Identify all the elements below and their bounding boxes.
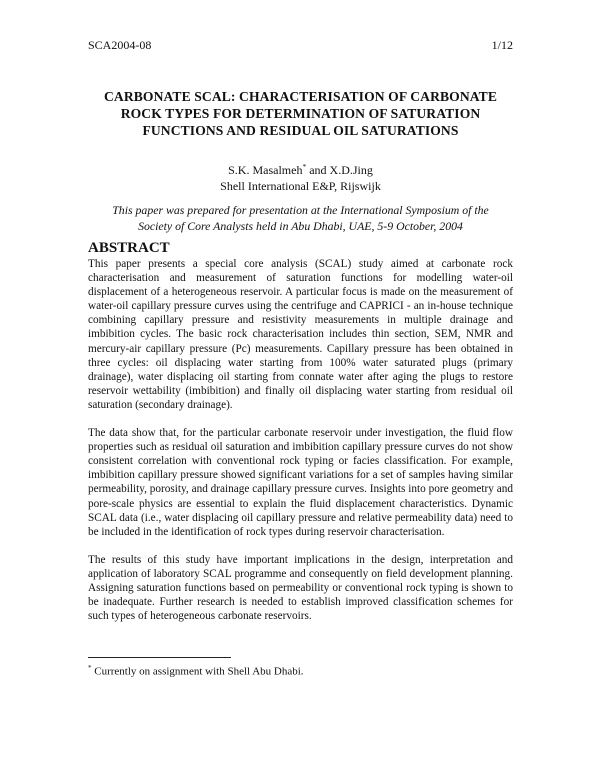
author-block <box>88 159 513 194</box>
title-line-3: FUNCTIONS AND RESIDUAL OIL SATURATIONS <box>142 123 459 138</box>
footnote-mark: * <box>88 664 92 672</box>
author-names <box>88 159 513 179</box>
page-number: 1/12 <box>491 38 513 52</box>
title-line-1: CARBONATE SCAL: CHARACTERISATION OF CARBONATE <box>104 89 497 104</box>
author-first: S.K. Masalmeh <box>228 163 303 177</box>
presentation-note-line-2: Society of Core Analysts held in Abu Dhabi, UAE, 5-9 October, 2004 <box>138 218 463 233</box>
affiliation: Shell International E&P, Rijswijk <box>220 178 381 193</box>
abstract-paragraph-3: The results of this study have important implications in the design, interpretation and application of laboratory SCAL programme and consequently on field development planning. Assigning saturation functions based on permeability or conventional rock typing is shown to be inadequate. Further research is needed to establish improved classification schemes for such types of heterogeneous carbonate reservoirs. <box>88 553 513 623</box>
abstract-paragraph-1: This paper presents a special core analysis (SCAL) study aimed at carbonate rock characterisation and measurement of saturation functions for modelling water-oil displacement of a heterogeneous reservoir. A particular focus is made on the measurement of water-oil capillary pressure curves using the centrifuge and CAPRICI - an in-house technique combining capillary pressure and resistivity measurements in multiple drainage and imbibition cycles. The basic rock characterisation includes thin section, SEM, NMR and mercury-air capillary pressure (Pc) measurements. Capillary pressure has been obtained in three cycles: oil displacing water starting from 100% water saturated plugs (primary drainage), water displacing oil starting from connate water after aging the plugs to restore reservoir wettability (imbibition) and finally oil displacing water starting from residual oil saturation (secondary drainage). <box>88 258 513 411</box>
author-footnote-mark: * <box>302 162 307 171</box>
author-second: and X.D.Jing <box>309 163 373 177</box>
presentation-note-line-1: This paper was prepared for presentation at the International Symposium of the <box>112 203 489 217</box>
footnote-divider <box>88 657 231 658</box>
abstract-paragraph-2: The data show that, for the particular carbonate reservoir under investigation, the fluid flow properties such as residual oil saturation and imbibition capillary pressure curves do not show consistent correlation with conventional rock typing or facies classification. For example, imbibition capillary pressure showed significant variations for a set of samples having similar permeability, porosity, and drainage capillary pressure curves. Insights into pore geometry and pore-scale physics are essential to explain the fluid displacement characteristics. Dynamic SCAL data (i.e., water displacing oil capillary pressure and relative permeability data) need to be included in the identification of rock types during reservoir characterisation. <box>88 427 513 538</box>
footnote-text: Currently on assignment with Shell Abu Dhabi. <box>94 665 304 678</box>
abstract-heading: ABSTRACT <box>88 240 170 256</box>
footnote <box>88 664 304 678</box>
abstract-body <box>88 257 513 637</box>
title-line-2: ROCK TYPES FOR DETERMINATION OF SATURATION <box>120 106 481 121</box>
presentation-note <box>88 203 513 234</box>
paper-title <box>88 88 513 139</box>
paper-id: SCA2004-08 <box>88 38 152 52</box>
page-header <box>88 38 513 53</box>
